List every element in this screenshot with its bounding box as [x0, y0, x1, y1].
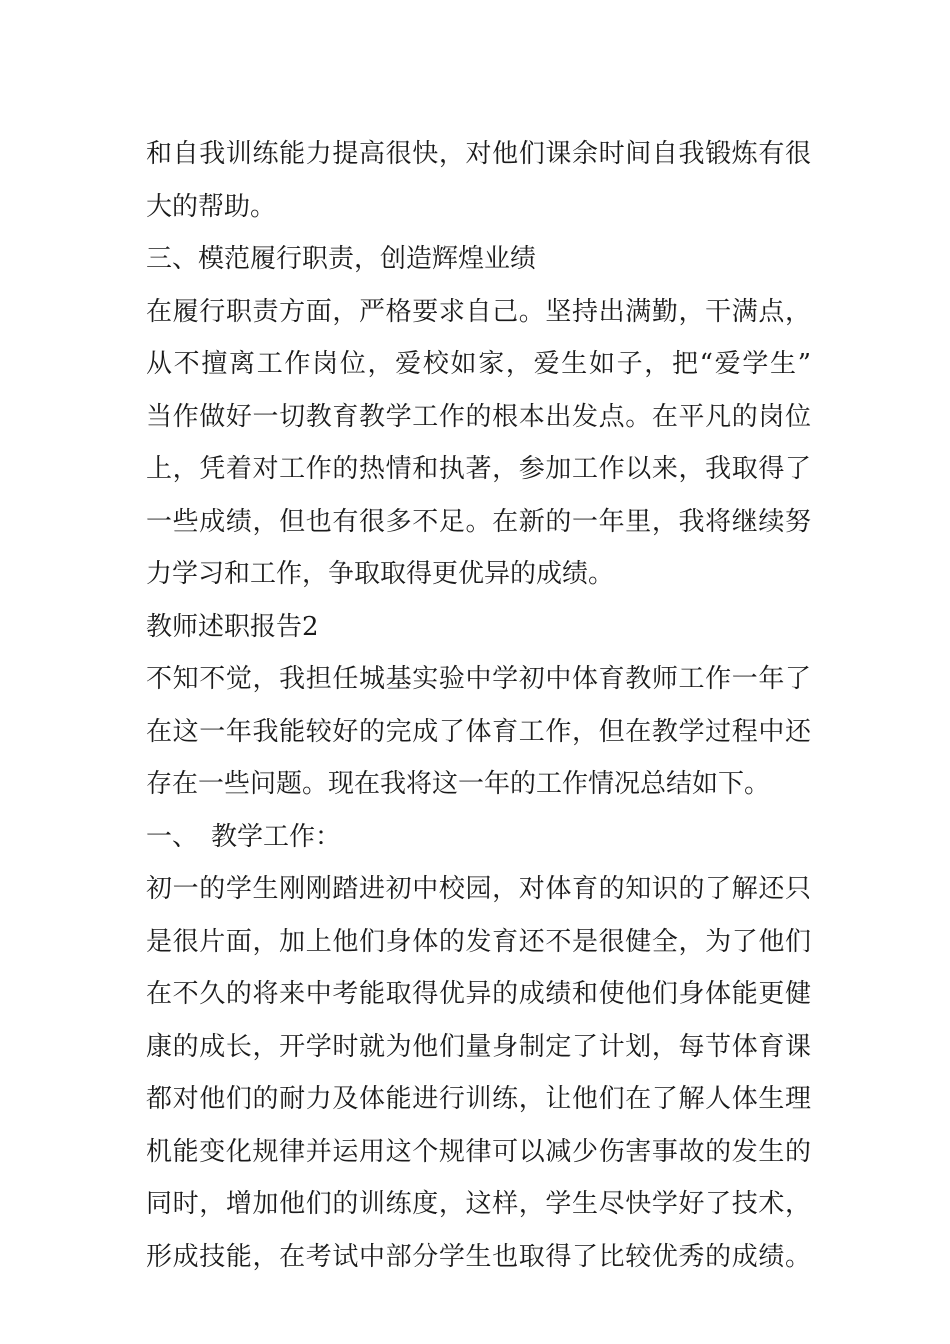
- text-line: 在履行职责方面，严格要求自己。坚持出满勤，干满点，: [146, 296, 811, 327]
- text-line: 形成技能，在考试中部分学生也取得了比较优秀的成绩。: [146, 1241, 811, 1272]
- text-line: 在不久的将来中考能取得优异的成绩和使他们身体能更健: [146, 979, 811, 1009]
- text-line: 当作做好一切教育教学工作的根本出发点。在平凡的岗位: [146, 401, 811, 432]
- document-body: [146, 128, 811, 1283]
- report-title: 教师述职报告2: [146, 611, 319, 642]
- text-line: 存在一些问题。现在我将这一年的工作情况总结如下。: [146, 769, 771, 799]
- text-line: 同时，增加他们的训练度，这样，学生尽快学好了技术，: [146, 1189, 811, 1219]
- text-line: 从不擅离工作岗位，爱校如家，爱生如子，把“爱学生”: [146, 349, 811, 379]
- text-line: 都对他们的耐力及体能进行训练，让他们在了解人体生理: [146, 1084, 811, 1114]
- text-line: 力学习和工作，争取取得更优异的成绩。: [146, 559, 615, 589]
- text-line: 大的帮助。: [146, 191, 277, 222]
- text-line: 是很片面，加上他们身体的发育还不是很健全，为了他们: [146, 926, 811, 957]
- section-heading: 三、模范履行职责，创造辉煌业绩: [146, 244, 537, 274]
- text-line: 机能变化规律并运用这个规律可以减少伤害事故的发生的: [146, 1136, 811, 1167]
- text-line: 初一的学生刚刚踏进初中校园，对体育的知识的了解还只: [146, 874, 811, 904]
- text-line: 在这一年我能较好的完成了体育工作，但在教学过程中还: [146, 716, 811, 747]
- text-line: 上，凭着对工作的热情和执著，参加工作以来，我取得了: [146, 454, 811, 484]
- text-line: 一些成绩，但也有很多不足。在新的一年里，我将继续努: [146, 506, 811, 537]
- section-heading: 一、 教学工作：: [146, 821, 342, 852]
- text-line: 不知不觉，我担任城基实验中学初中体育教师工作一年了: [146, 664, 811, 694]
- text-line: 康的成长，开学时就为他们量身制定了计划，每节体育课: [146, 1031, 811, 1062]
- text-line: 和自我训练能力提高很快，对他们课余时间自我锻炼有很: [146, 139, 811, 169]
